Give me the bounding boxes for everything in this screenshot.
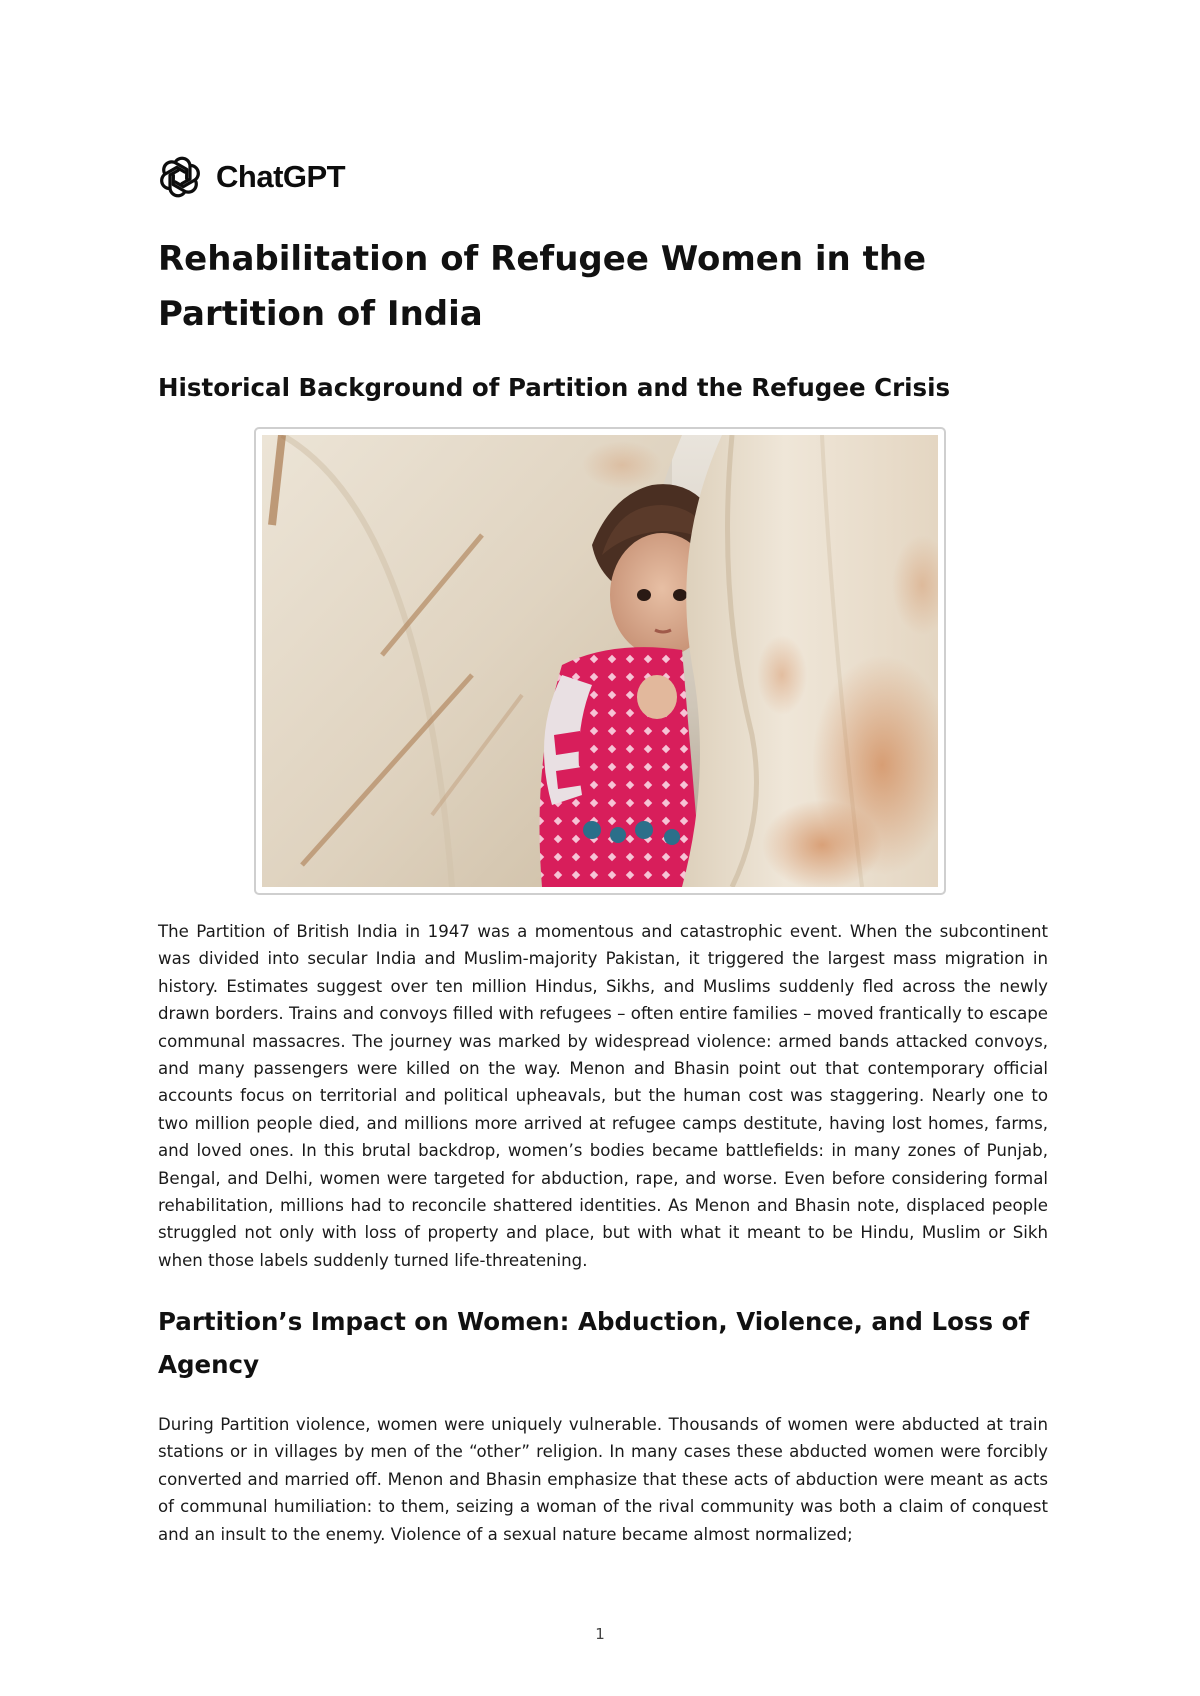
- photo-child-between-tent-flaps: [262, 435, 938, 887]
- section-heading-impact-on-women: Partition’s Impact on Women: Abduction, Violence, and Loss of Agency: [158, 1307, 1030, 1379]
- openai-logo-icon: [158, 155, 202, 199]
- brand-name: ChatGPT: [216, 159, 346, 194]
- section-heading-historical-background: Historical Background of Partition and the Refugee Crisis: [158, 373, 951, 402]
- paragraph-impact-on-women: During Partition violence, women were uniquely vulnerable. Thousands of women were abducted at train stations or in villages by men of the “other” religion. In many cases these abducted women were forcibly converted and married off. Menon and Bhasin emphasize that these acts of abduction were meant as acts of communal humiliation: to them, seizing a woman of the rival community was both a claim of conquest and an insult to the enemy. Violence of a sexual nature became almost normalized;: [158, 1415, 1048, 1544]
- brand-header: [158, 155, 345, 199]
- paragraph-historical-background: The Partition of British India in 1947 was a momentous and catastrophic event. When the subcontinent was divided into secular India and Muslim-majority Pakistan, it triggered the largest mass migration in history. Estimates suggest over ten million Hindus, Sikhs, and Muslims suddenly fled across the newly drawn borders. Trains and convoys filled with refugees – often entire families – moved frantically to escape communal massacres. The journey was marked by widespread violence: armed bands attacked convoys, and many passengers were killed on the way. Menon and Bhasin point out that contemporary official accounts focus on territorial and political upheavals, but the human cost was staggering. Nearly one to two million people died, and millions more arrived at refugee camps destitute, having lost homes, farms, and loved ones. In this brutal backdrop, women’s bodies became battlefields: in many zones of Punjab, Bengal, and Delhi, women were targeted for abduction, rape, and worse. Even before considering formal rehabilitation, millions had to reconcile shattered identities. As Menon and Bhasin note, displaced people struggled not only with loss of property and place, but with what it meant to be Hindu, Muslim or Sikh when those labels suddenly turned life-threatening.: [158, 922, 1048, 1270]
- refugee-child-photo: [254, 427, 946, 895]
- document-title: Rehabilitation of Refugee Women in the Partition of India: [158, 239, 927, 334]
- page-number: 1: [595, 1625, 605, 1643]
